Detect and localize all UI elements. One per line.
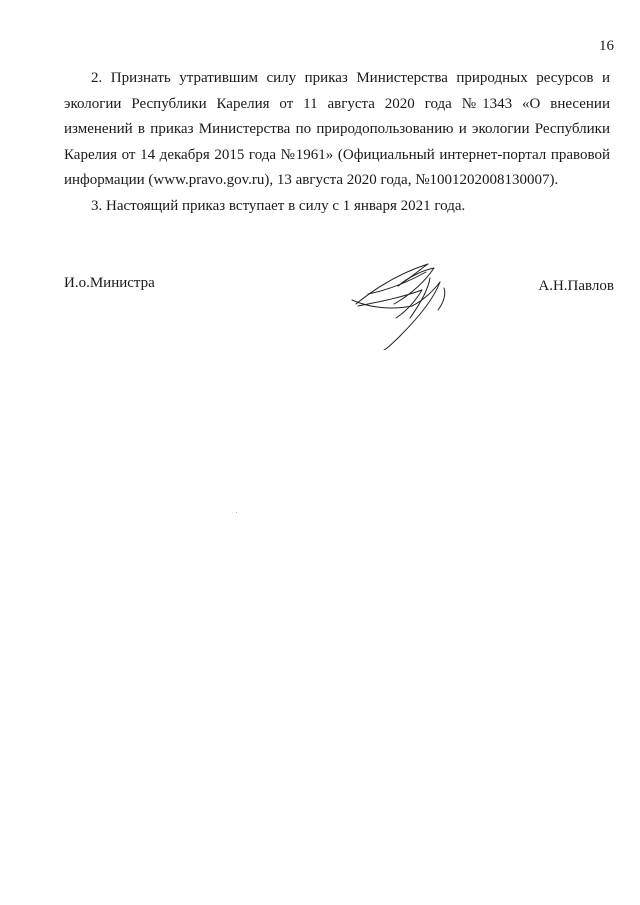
signature-block: [0, 260, 640, 350]
paragraph-item-2: 2. Признать утратившим силу приказ Министерства природных ресурсов и экологии Республики Карелия от 11 августа 2020 года №1343 «О внесении изменений в приказ Министерства по природопользованию и экологии Республики Карелия от 14 декабря 2015 года №1961» (Официальный интернет-портал правовой информации (www.pravo.gov.ru), 13 августа 2020 года, №1001202008130007).: [64, 70, 610, 188]
scan-speck: [236, 512, 237, 513]
document-body: [64, 66, 610, 219]
handwritten-signature: [348, 260, 458, 350]
signatory-name: А.Н.Павлов: [538, 278, 614, 294]
paragraph-item-3: 3. Настоящий приказ вступает в силу с 1 января 2021 года.: [91, 197, 466, 214]
page-number: 16: [599, 38, 614, 54]
signatory-title: И.о.Министра: [64, 275, 155, 291]
